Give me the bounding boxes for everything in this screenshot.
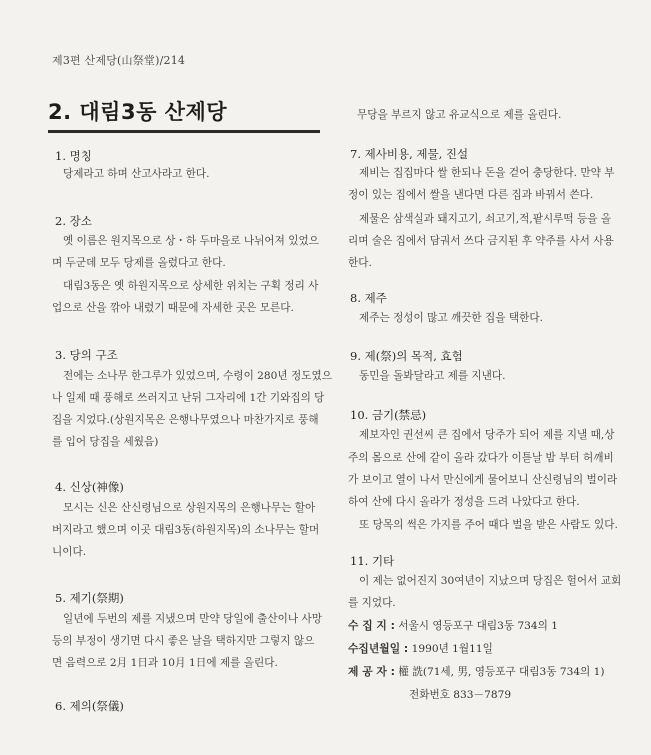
section-2-line-3: 대림3동은 옛 하원지목으로 상세한 위치는 구획 정리 사 xyxy=(63,280,319,292)
section-4-line-3: 니이다. xyxy=(52,546,87,558)
info-date-value: 1990년 1월11일 xyxy=(411,643,493,655)
section-10-line-4: 하여 산에 다시 올라가 정성을 드려 나았다고 한다. xyxy=(348,496,580,508)
section-11-line-1: 이 제는 없어진지 30여년이 지났으며 당집은 헐어서 교회 xyxy=(359,575,622,587)
section-10-title: 10. 금기(禁忌) xyxy=(350,408,427,422)
section-3-title: 3. 당의 구조 xyxy=(55,348,118,362)
section-9-title: 9. 제(祭)의 목적, 효험 xyxy=(350,349,463,363)
section-10-line-1: 제보자인 권선씨 큰 집에서 당주가 되어 제를 지낼 때,상 xyxy=(359,429,615,441)
section-6-continued-line: 무당을 부르지 않고 유교식으로 제를 올린다. xyxy=(357,109,562,121)
section-7-line-5: 한다. xyxy=(348,257,372,269)
section-7-line-3: 제물은 삼색실과 돼지고기, 쇠고기,적,팥시루떡 등을 올 xyxy=(359,213,612,225)
info-provider-label: 제 공 자 : xyxy=(348,665,395,678)
section-7-line-4: 리며 술은 집에서 담궈서 쓰다 금지된 후 약주를 사서 사용 xyxy=(348,235,614,247)
section-10-line-2: 주의 몸으로 산에 같이 올라 갔다가 이튿날 밤 부터 허깨비 xyxy=(348,452,614,464)
section-5-line-3: 면 음력으로 2月 1日과 10月 1日에 제를 올린다. xyxy=(52,657,278,669)
section-4-title: 4. 신상(神像) xyxy=(55,480,124,494)
section-8-line-1: 제주는 정성이 많고 깨끗한 집을 택한다. xyxy=(359,312,543,324)
section-7-title: 7. 제사비용, 제물, 진설 xyxy=(350,147,469,161)
section-2-line-4: 업으로 산을 깎아 내렸기 때문에 자세한 곳은 모른다. xyxy=(52,302,294,314)
info-collect-location xyxy=(348,618,558,633)
info-date-label: 수집년월일 : xyxy=(348,642,409,655)
chapter-title: 2. 대림3동 산제당 xyxy=(48,96,320,133)
section-6-title: 6. 제의(祭儀) xyxy=(55,699,124,713)
section-5-line-2: 등의 부정이 생기면 다시 좋은 날을 택하지만 그렇지 않으 xyxy=(52,635,315,647)
section-10-line-5: 또 당목의 썩은 가지를 주어 때다 벌을 받은 사람도 있다. xyxy=(359,519,618,531)
info-provider-value: 權 詵(71세, 男, 영등포구 대림3동 734의 1) xyxy=(398,666,605,678)
section-1-line-1: 당제라고 하며 산고사라고 한다. xyxy=(63,168,210,180)
info-collect-date xyxy=(348,641,493,656)
info-phone: 전화번호 833－7879 xyxy=(409,689,512,701)
section-9-line-1: 동민을 돌봐달라고 제를 지낸다. xyxy=(359,370,506,382)
running-head: 제3편 산제당(山祭堂)/214 xyxy=(52,54,186,67)
section-11-title: 11. 기타 xyxy=(350,554,395,568)
section-5-line-1: 일년에 두번의 제를 지냈으며 만약 당일에 출산이나 사망 xyxy=(63,613,322,625)
section-8-title: 8. 제주 xyxy=(350,291,387,305)
section-3-line-3: 집을 지었다.(상원지목은 은행나무였으나 마찬가지로 풍해 xyxy=(52,414,319,426)
section-11-line-2: 를 지었다. xyxy=(348,597,396,609)
section-3-line-2: 나 일제 때 풍해로 쓰러지고 난뒤 그자리에 1간 기와집의 당 xyxy=(52,392,325,404)
section-7-line-2: 정이 있는 집에서 쌀을 낸다면 다른 집과 바꿔서 쓴다. xyxy=(348,189,594,201)
section-2-title: 2. 장소 xyxy=(55,214,92,228)
info-provider xyxy=(348,664,605,679)
section-2-line-2: 며 두군데 모두 당제를 올렸다고 한다. xyxy=(52,257,226,269)
section-3-line-4: 를 입어 당집을 세웠음) xyxy=(52,436,159,448)
section-2-line-1: 옛 이름은 원지목으로 상・하 두마을로 나뉘어져 있었으 xyxy=(63,235,319,247)
section-4-line-1: 모시는 신은 산신령님으로 상원지목의 은행나무는 할아 xyxy=(63,502,316,514)
section-7-line-1: 제비는 집집마다 쌀 한되나 돈을 걷어 충당한다. 만약 부 xyxy=(359,167,615,179)
section-10-line-3: 가 보이고 열이 나서 만신에게 물어보니 산신령님의 벌이라 xyxy=(348,474,618,486)
section-3-line-1: 전에는 소나무 한그루가 있었으며, 수령이 280년 정도였으 xyxy=(63,370,332,382)
info-collect-value: 서울시 영등포구 대림3동 734의 1 xyxy=(398,620,559,632)
section-5-title: 5. 제기(祭期) xyxy=(55,591,124,605)
section-1-title: 1. 명칭 xyxy=(55,149,92,163)
section-4-line-2: 버지라고 했으며 이곳 대림3동(하원지목)의 소나무는 할머 xyxy=(52,524,320,536)
info-collect-label: 수 집 지 : xyxy=(348,619,395,632)
